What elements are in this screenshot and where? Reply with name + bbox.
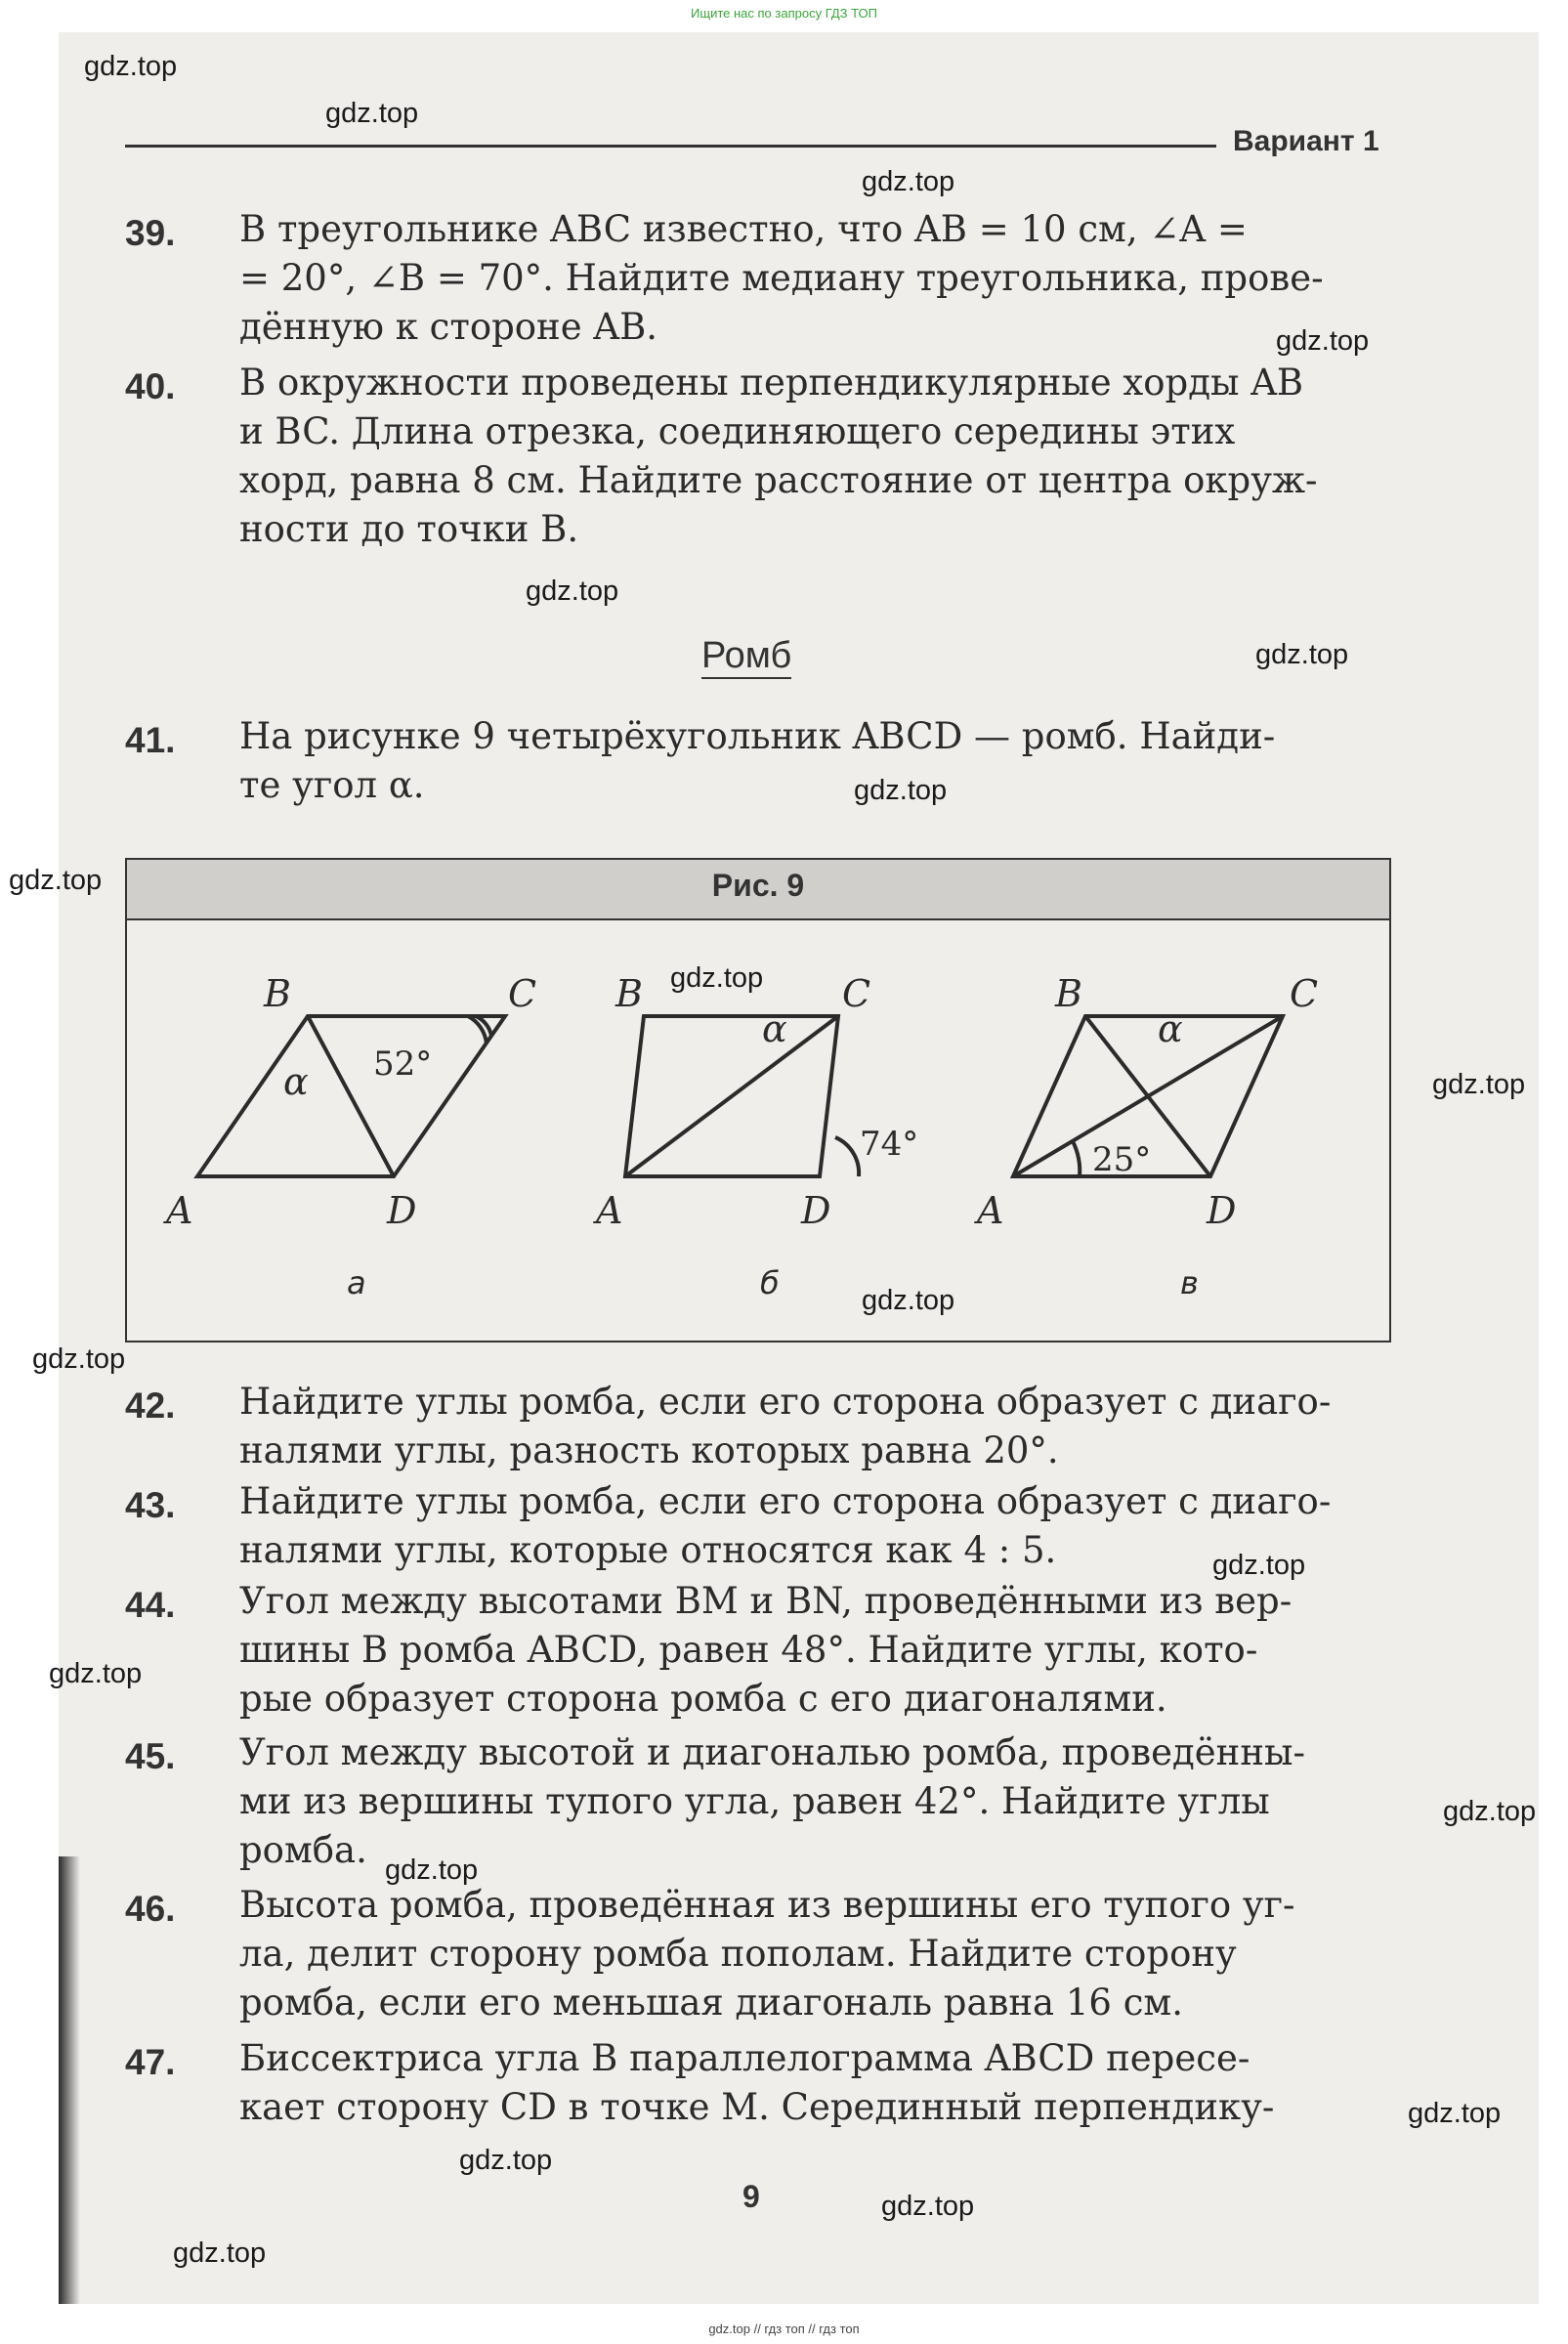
angle-value-label: 25° xyxy=(1092,1140,1152,1179)
problem-line: ми из вершины тупого угла, равен 42°. Найдите углы xyxy=(239,1780,1270,1822)
panel-caption: а xyxy=(347,1264,366,1301)
problem-line: = 20°, ∠B = 70°. Найдите медиану треугольника, прове- xyxy=(239,257,1324,299)
angle-value-label: 74° xyxy=(860,1125,919,1164)
diagonal-bd-a xyxy=(308,1016,394,1176)
vertex-label-b: B xyxy=(615,972,643,1015)
problem-line: ла, делит сторону ромба пополам. Найдите сторону xyxy=(239,1933,1237,1975)
vertex-label-c: C xyxy=(842,972,871,1015)
problem-number: 40. xyxy=(125,366,176,406)
bottom-banner: gdz.top // гдз топ // гдз топ xyxy=(708,2322,860,2336)
header-rule xyxy=(125,145,1216,148)
watermark: gdz.top xyxy=(459,2145,553,2176)
problem-text xyxy=(239,205,1509,352)
problem-number: 39. xyxy=(125,213,176,253)
watermark: gdz.top xyxy=(1408,2098,1502,2129)
watermark: gdz.top xyxy=(173,2237,267,2269)
watermark: gdz.top xyxy=(1255,639,1349,670)
page-number: 9 xyxy=(742,2179,760,2214)
panel-caption: б xyxy=(760,1264,780,1301)
problem-number: 41. xyxy=(125,720,176,760)
problem-line: налями углы, разность которых равна 20°. xyxy=(239,1429,1059,1471)
alpha-label: α xyxy=(1158,1007,1183,1050)
vertex-label-a: A xyxy=(977,1189,1004,1232)
problem-text xyxy=(239,1477,1509,1575)
watermark: gdz.top xyxy=(526,575,619,607)
watermark: gdz.top xyxy=(1443,1796,1537,1827)
watermark: gdz.top xyxy=(881,2191,975,2222)
vertex-label-b: B xyxy=(264,972,291,1015)
problem-line: Найдите углы ромба, если его сторона образует с диаго- xyxy=(239,1381,1332,1423)
problem-line: Высота ромба, проведённая из вершины его тупого уг- xyxy=(239,1884,1295,1926)
vertex-label-d: D xyxy=(1207,1189,1237,1232)
watermark: gdz.top xyxy=(32,1343,126,1375)
problem-text xyxy=(239,359,1509,554)
watermark: gdz.top xyxy=(84,51,178,82)
problem-line: ромба. xyxy=(239,1829,367,1871)
angle-arc-c xyxy=(1073,1141,1080,1176)
problem-number: 42. xyxy=(125,1385,176,1426)
watermark: gdz.top xyxy=(1432,1069,1526,1100)
figure-title-band xyxy=(127,860,1389,920)
problem-line: рые образует сторона ромба с его диагоналями. xyxy=(239,1678,1167,1720)
vertex-label-d: D xyxy=(801,1189,831,1232)
section-title: Ромб xyxy=(701,635,791,679)
alpha-label: α xyxy=(762,1007,787,1050)
problem-text xyxy=(239,1728,1509,1875)
variant-label: Вариант 1 xyxy=(1233,125,1379,157)
problem-line: Биссектриса угла B параллелограмма ABCD пересе- xyxy=(239,2037,1250,2079)
problem-line: ромба, если его меньшая диагональ равна 16 см. xyxy=(239,1982,1183,2024)
problem-line: кает сторону CD в точке M. Серединный перпендику- xyxy=(239,2086,1275,2128)
problem-line: налями углы, которые относятся как 4 : 5. xyxy=(239,1529,1057,1571)
problem-number: 43. xyxy=(125,1485,176,1525)
problem-number: 44. xyxy=(125,1585,176,1625)
problem-number: 47. xyxy=(125,2042,176,2082)
problem-number: 45. xyxy=(125,1736,176,1776)
problem-line: дённую к стороне AB. xyxy=(239,306,658,348)
problem-text xyxy=(239,2034,1509,2132)
top-banner: Ищите нас по запросу ГДЗ ТОП xyxy=(691,6,877,21)
watermark: gdz.top xyxy=(854,775,948,806)
watermark: gdz.top xyxy=(1212,1550,1306,1581)
figure-title: Рис. 9 xyxy=(711,868,805,903)
problem-line: В окружности проведены перпендикулярные хорды AB xyxy=(239,362,1304,404)
problem-line: шины B ромба ABCD, равен 48°. Найдите углы, кото- xyxy=(239,1629,1258,1671)
watermark: gdz.top xyxy=(862,166,955,197)
vertex-label-d: D xyxy=(387,1189,417,1232)
vertex-label-c: C xyxy=(508,972,537,1015)
vertex-label-a: A xyxy=(166,1189,193,1232)
figure-9 xyxy=(125,858,1391,1342)
watermark: gdz.top xyxy=(862,1285,955,1316)
problem-text xyxy=(239,712,1509,810)
watermark: gdz.top xyxy=(49,1658,143,1689)
panel-caption: в xyxy=(1180,1264,1199,1301)
angle-arc-b xyxy=(835,1137,859,1176)
watermark: gdz.top xyxy=(325,98,419,129)
problem-text xyxy=(239,1577,1509,1724)
watermark: gdz.top xyxy=(9,865,103,896)
problem-text xyxy=(239,1378,1509,1475)
angle-value-label: 52° xyxy=(373,1044,433,1084)
problem-line: ности до точки B. xyxy=(239,508,579,550)
problem-line: те угол α. xyxy=(239,764,425,806)
watermark: gdz.top xyxy=(1276,325,1370,357)
problem-line: На рисунке 9 четырёхугольник ABCD — ромб. Найди- xyxy=(239,715,1276,757)
alpha-label: α xyxy=(283,1060,309,1103)
problem-text xyxy=(239,1881,1509,2027)
problem-line: Найдите углы ромба, если его сторона образует с диаго- xyxy=(239,1480,1332,1522)
problem-number: 46. xyxy=(125,1889,176,1929)
figure-drawings xyxy=(127,920,1389,1339)
watermark: gdz.top xyxy=(670,962,764,994)
problem-line: хорд, равна 8 см. Найдите расстояние от центра окруж- xyxy=(239,459,1318,501)
diagonal-ac-b xyxy=(625,1016,838,1176)
problem-line: и BC. Длина отрезка, соединяющего середины этих xyxy=(239,410,1236,452)
problem-line: Угол между высотами BM и BN, проведёнными из вер- xyxy=(239,1580,1293,1622)
vertex-label-a: A xyxy=(596,1189,623,1232)
vertex-label-c: C xyxy=(1290,972,1319,1015)
problem-line: Угол между высотой и диагональю ромба, проведённы- xyxy=(239,1731,1305,1773)
vertex-label-b: B xyxy=(1055,972,1082,1015)
problem-line: В треугольнике ABC известно, что AB = 10 см, ∠A = xyxy=(239,208,1248,250)
page-edge-shadow xyxy=(59,1856,80,2304)
watermark: gdz.top xyxy=(385,1854,479,1886)
